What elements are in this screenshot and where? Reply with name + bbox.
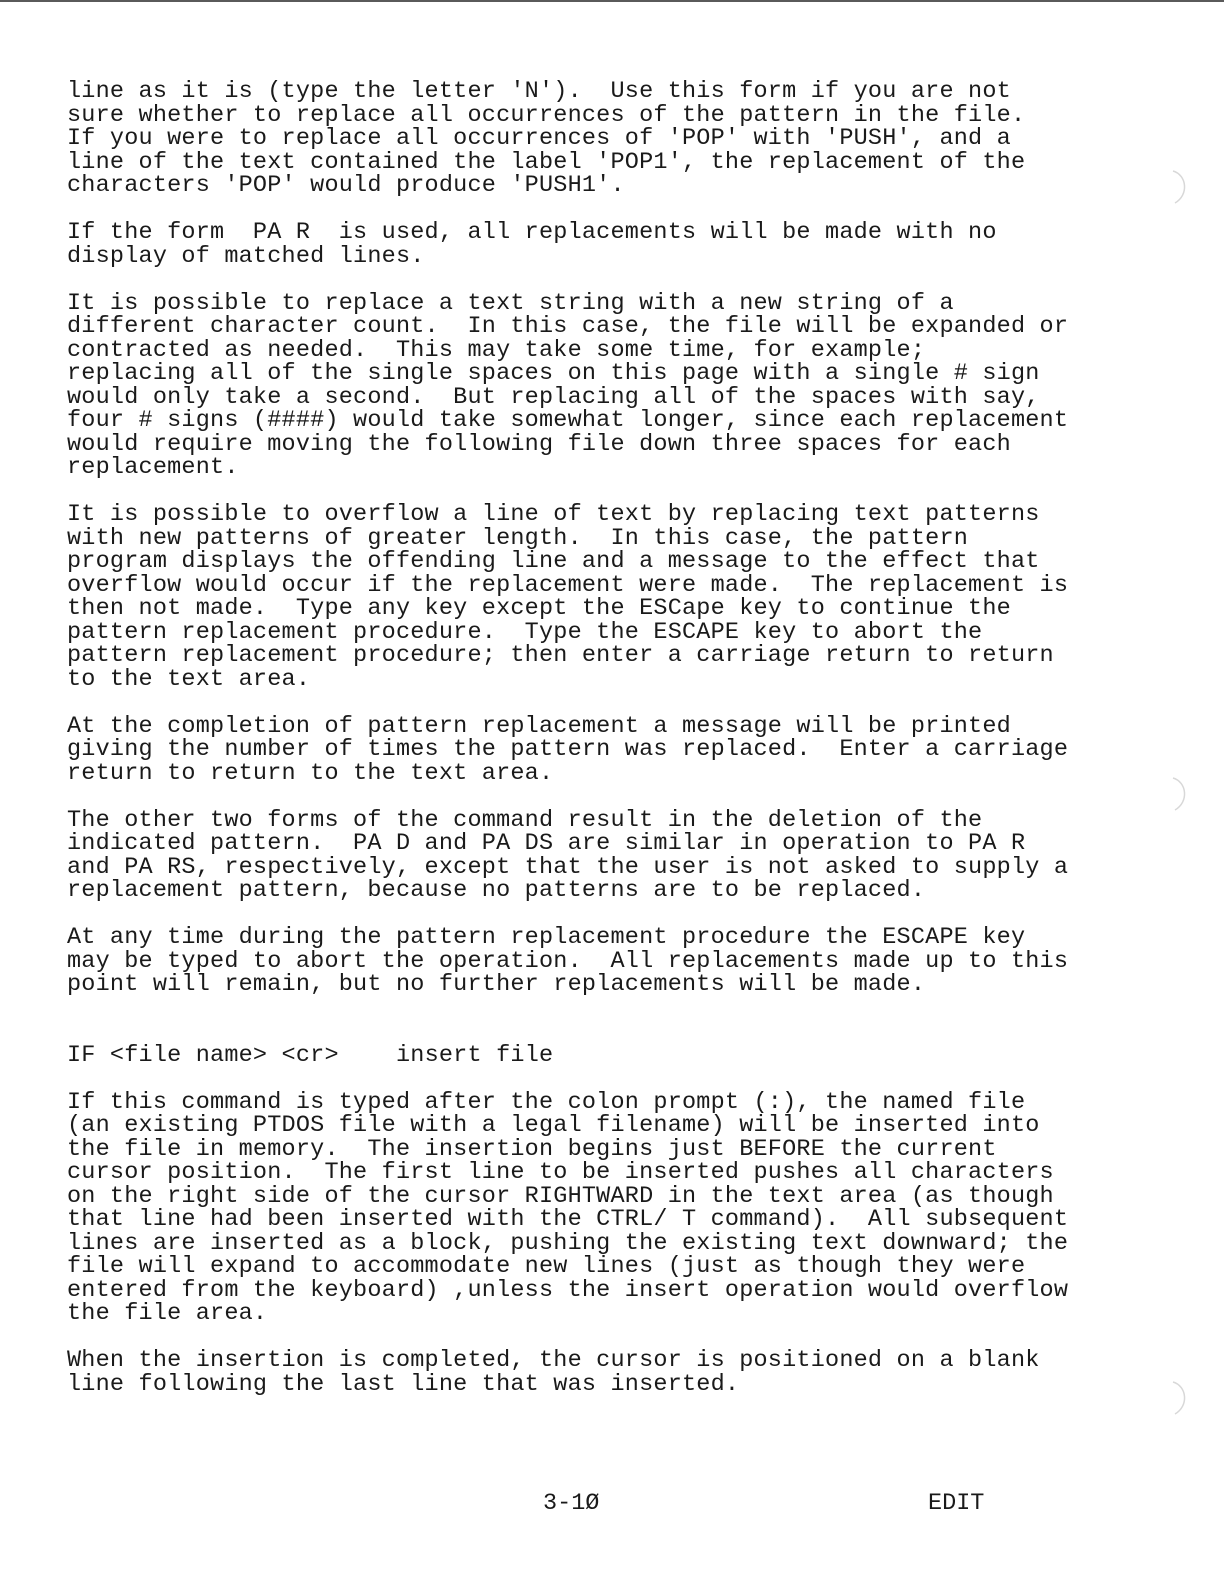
text-line: replacement pattern, because no patterns are to be replaced. [67,877,926,904]
text-line: to the text area. [67,665,311,693]
text-line: It is possible to replace a text string with a new string of a [67,289,954,317]
text-line: display of matched lines. [67,242,425,270]
text-line: may be typed to abort the operation. All replacements made up to this [67,947,1069,975]
text-line: line following the last line that was inserted. [67,1370,740,1398]
text-line: If you were to replace all occurrences of 'POP' with 'PUSH', and a [67,125,1011,152]
paragraph-list [67,80,1147,997]
paragraph [67,1088,1147,1327]
text-line: lines are inserted as a block, pushing the existing text downward; the [67,1229,1069,1257]
text-line: overflow would occur if the replacement were made. The replacement is [67,571,1069,599]
text-line: If the form PA R is used, all replacements will be made with no [67,219,997,246]
section-gap [67,1020,1147,1044]
paragraph [67,503,1147,691]
text-line: cursor position. The first line to be inserted pushes all characters [67,1159,1054,1186]
command-syntax: IF <file name> <cr> [67,1041,339,1069]
paragraph [67,926,1147,997]
text-line: file will expand to accommodate new lines (just as though they were [67,1253,1026,1280]
text-line: (an existing PTDOS file with a legal filename) will be inserted into [67,1112,1040,1139]
text-line: It is possible to overflow a line of text by replacing text patterns [67,501,1040,528]
paragraph [67,221,1147,268]
text-line: When the insertion is completed, the cursor is positioned on a blank [67,1347,1040,1374]
text-line: the file area. [67,1300,268,1327]
command-description: insert file [395,1041,554,1069]
paragraph [67,806,1147,904]
text-line: entered from the keyboard) ,unless the insert operation would overflow [67,1276,1069,1304]
text-line: that line had been inserted with the CTRL/ T command). All subsequent [67,1206,1069,1233]
text-line: pattern replacement procedure. Type the ESCAPE key to abort the [67,618,983,646]
text-line: with new patterns of greater length. In this case, the pattern [67,524,969,552]
text-line: program displays the offending line and a message to the effect that [67,548,1040,575]
paragraph [67,80,1147,198]
text-line: would require moving the following file down three spaces for each [67,430,1011,458]
text-line: The other two forms of the command result in the deletion of the [67,806,983,834]
text-line: point will remain, but no further replacements will be made. [67,971,926,998]
text-line: then not made. Type any key except the ESCape key to continue the [67,595,1011,622]
text-line: indicated pattern. PA D and PA DS are similar in operation to PA R [67,830,1026,857]
text-line: the file in memory. The insertion begins just BEFORE the current [67,1135,997,1163]
text-line: replacement. [67,454,239,481]
punch-hole-mark-middle [1165,772,1195,814]
text-line: pattern replacement procedure; then enter a carriage return to return [67,642,1054,669]
paragraph [67,712,1147,787]
punch-hole-mark-bottom [1165,1376,1195,1418]
text-line: sure whether to replace all occurrences of the pattern in the file. [67,101,1026,129]
text-line: line as it is (type the letter 'N'). Use this form if you are not [67,78,1011,105]
section-label: EDIT [928,1490,985,1517]
paragraph [67,1349,1147,1396]
text-line: different character count. In this case, the file will be expanded or [67,313,1069,340]
text-line: four # signs (####) would take somewhat longer, since each replacement [67,407,1069,434]
text-line: on the right side of the cursor RIGHTWARD in the text area (as though [67,1182,1054,1210]
text-line: would only take a second. But replacing all of the spaces with say, [67,383,1040,411]
punch-hole-mark-top [1165,165,1195,207]
top-border-line [0,0,1224,2]
page-number: 3-1Ø [543,1490,600,1517]
text-line: line of the text contained the label 'POP1', the replacement of the [67,148,1026,176]
text-line: At any time during the pattern replacement procedure the ESCAPE key [67,924,1026,951]
text-line: characters 'POP' would produce 'PUSH1'. [67,172,625,199]
text-line: giving the number of times the pattern was replaced. Enter a carriage [67,736,1069,763]
text-line: replacing all of the single spaces on this page with a single # sign [67,360,1040,387]
command-paragraph-list [67,1088,1147,1398]
body-text [67,80,1147,1420]
text-line: and PA RS, respectively, except that the user is not asked to supply a [67,853,1069,881]
text-line: contracted as needed. This may take some time, for example; [67,336,926,364]
paragraph [67,289,1147,481]
text-line: At the completion of pattern replacement a message will be printed [67,712,1011,740]
text-line: return to return to the text area. [67,759,554,787]
text-line: If this command is typed after the colon prompt (:), the named file [67,1088,1026,1116]
command-heading [67,1041,1147,1069]
